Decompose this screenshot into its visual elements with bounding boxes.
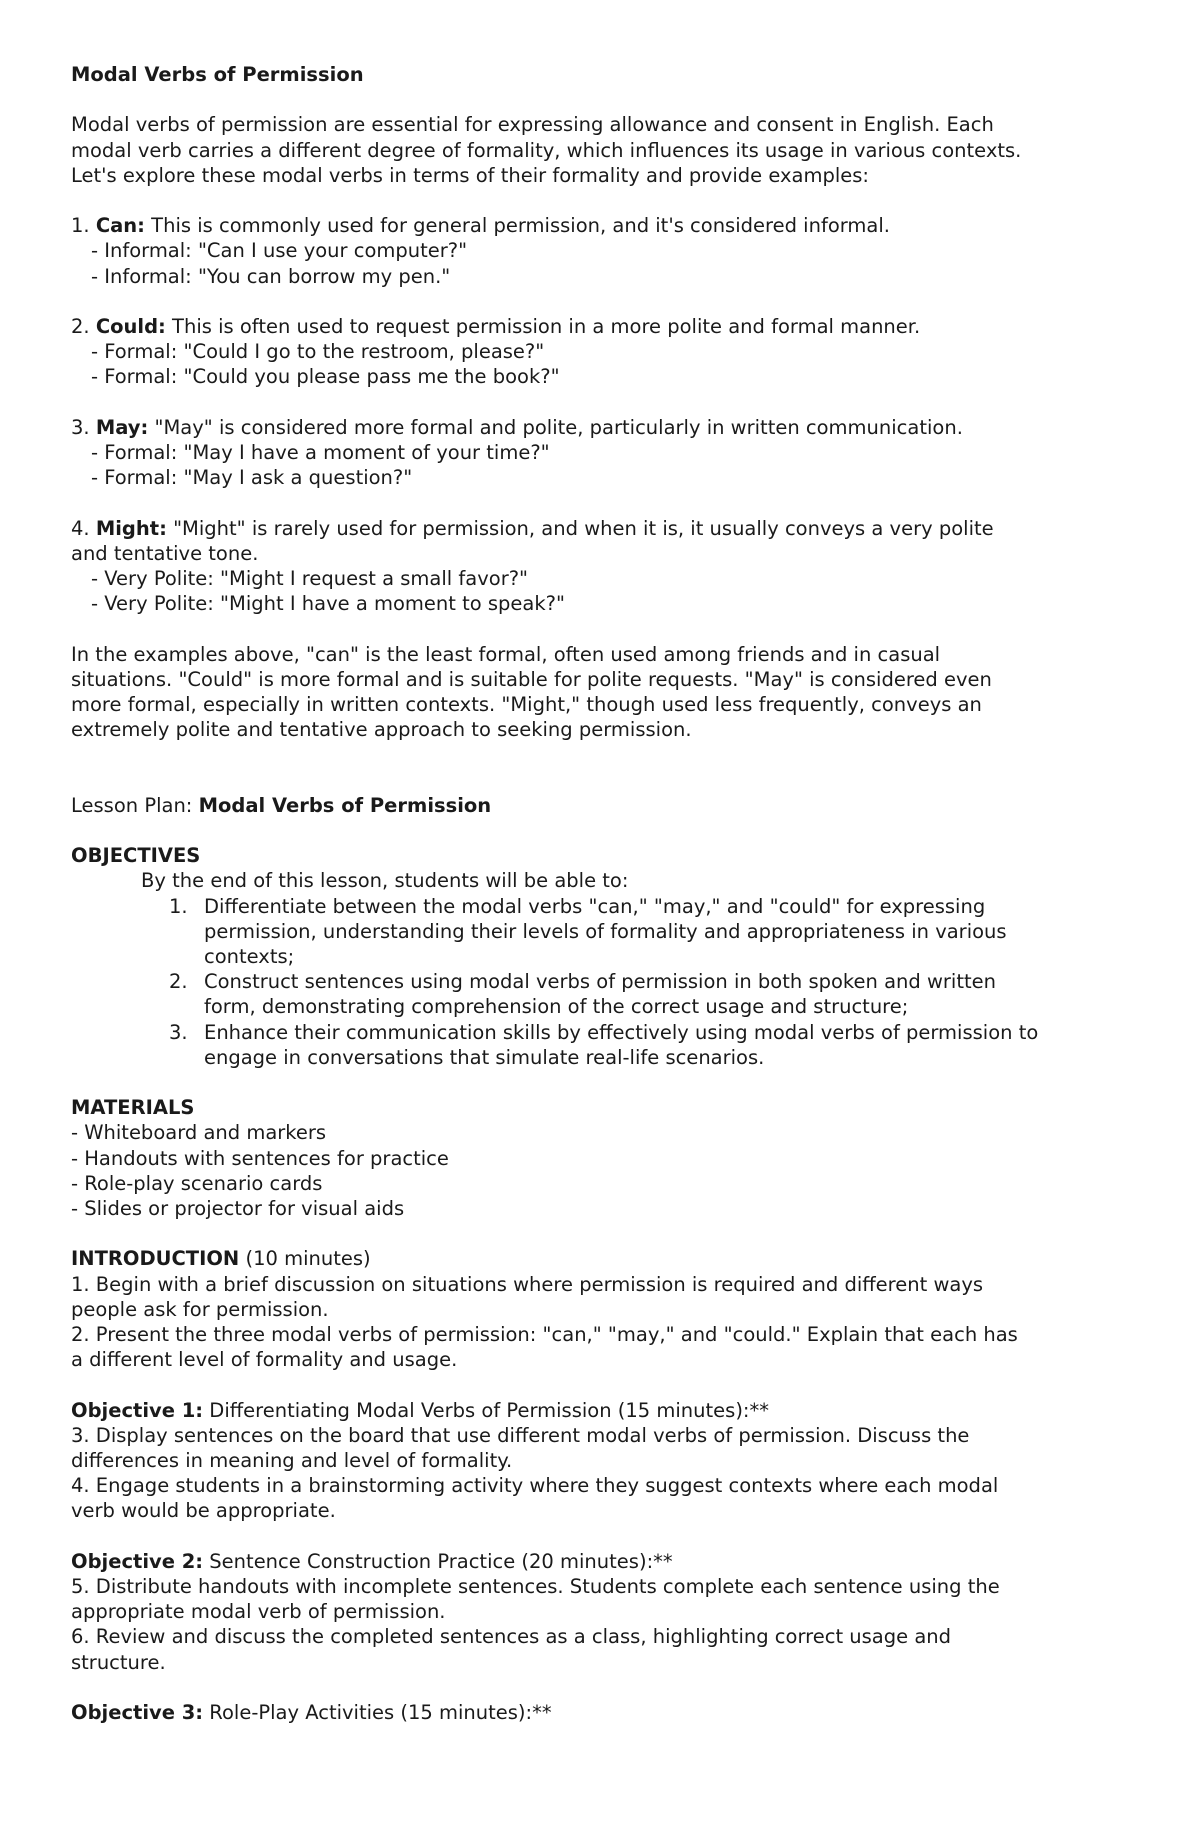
- objective-label: Objective 2:: [71, 1549, 204, 1573]
- verb-number: 3.: [71, 415, 90, 439]
- verb-could: [71, 314, 1141, 390]
- materials-section: [71, 1095, 1141, 1221]
- objective-step-line: 3. Display sentences on the board that use different modal verbs of permission. Discuss the: [71, 1423, 970, 1447]
- objective-title: Differentiating Modal Verbs of Permission (15 minutes):**: [203, 1398, 769, 1422]
- verb-example: - Very Polite: "Might I request a small favor?": [91, 566, 529, 590]
- objective-step-line: 5. Distribute handouts with incomplete sentences. Students complete each sentence using the: [71, 1575, 1000, 1598]
- verb-description-continued: and tentative tone.: [71, 541, 259, 565]
- objective-item: [71, 969, 1141, 1019]
- objective-line: Enhance their communication skills by effectively using modal verbs of permission to: [204, 1020, 1039, 1044]
- objective-step-line: appropriate modal verb of permission.: [71, 1600, 446, 1624]
- objective-line: form, demonstrating comprehension of the correct usage and structure;: [204, 995, 909, 1019]
- lesson-plan-title: Modal Verbs of Permission: [198, 793, 492, 817]
- objective-number: 3.: [169, 1020, 188, 1044]
- objective-3-section: [71, 1700, 1141, 1725]
- objective-step-line: verb would be appropriate.: [71, 1499, 336, 1523]
- verb-example: - Very Polite: "Might I have a moment to speak?": [91, 592, 565, 616]
- introduction-line: 2. Present the three modal verbs of permission: "can," "may," and "could." Explain that each has: [71, 1323, 1018, 1346]
- objective-title: Role-Play Activities (15 minutes):**: [203, 1701, 552, 1724]
- objective-number: 2.: [169, 970, 188, 994]
- verb-number: 4.: [71, 516, 90, 540]
- document-title: Modal Verbs of Permission: [71, 63, 364, 86]
- intro-line: modal verb carries a different degree of formality, which influences its usage in various contexts.: [71, 138, 1022, 162]
- objective-step-line: differences in meaning and level of formality.: [71, 1449, 513, 1472]
- verb-number: 1.: [71, 214, 90, 238]
- materials-item: - Slides or projector for visual aids: [71, 1197, 405, 1220]
- objective-step-line: structure.: [71, 1650, 166, 1674]
- objective-number: 1.: [169, 894, 188, 918]
- intro-paragraph: [71, 112, 1141, 188]
- verb-example: - Informal: "Can I use your computer?": [91, 239, 468, 263]
- introduction-heading: INTRODUCTION: [71, 1247, 240, 1271]
- objective-step-line: 6. Review and discuss the completed sentences as a class, highlighting correct usage and: [71, 1625, 952, 1649]
- summary-line: In the examples above, "can" is the least formal, often used among friends and in casual: [71, 642, 941, 666]
- verb-can: [71, 213, 1141, 289]
- introduction-duration: (10 minutes): [239, 1247, 371, 1271]
- verb-might: [71, 516, 1141, 617]
- objectives-section: [71, 843, 1141, 1070]
- summary-line: extremely polite and tentative approach to seeking permission.: [71, 718, 692, 742]
- objective-2-section: [71, 1549, 1141, 1675]
- objective-step-line: 4. Engage students in a brainstorming activity where they suggest contexts where each modal: [71, 1474, 999, 1498]
- verb-description: "May" is considered more formal and polite, particularly in written communication.: [154, 415, 963, 439]
- objective-item: [71, 1020, 1141, 1070]
- objectives-heading: OBJECTIVES: [71, 844, 201, 868]
- introduction-line: 1. Begin with a brief discussion on situations where permission is required and different ways: [71, 1272, 984, 1296]
- verb-example: - Formal: "Could I go to the restroom, please?": [91, 340, 545, 364]
- verb-example: - Formal: "Could you please pass me the book?": [91, 365, 560, 389]
- lesson-plan-heading: [71, 793, 1141, 818]
- intro-line: Modal verbs of permission are essential for expressing allowance and consent in English. Each: [71, 113, 994, 137]
- verb-name: May:: [95, 415, 149, 439]
- introduction-section: [71, 1246, 1141, 1372]
- objective-line: Construct sentences using modal verbs of permission in both spoken and written: [204, 970, 996, 994]
- verb-name: Could:: [95, 314, 166, 338]
- verb-example: - Formal: "May I have a moment of your time?": [91, 440, 550, 464]
- objectives-list: [71, 894, 1141, 1070]
- summary-line: situations. "Could" is more formal and is suitable for polite requests. "May" is considered even: [71, 667, 992, 691]
- verb-may: [71, 415, 1141, 491]
- verb-number: 2.: [71, 314, 90, 338]
- objective-label: Objective 3:: [71, 1701, 204, 1724]
- introduction-line: people ask for permission.: [71, 1297, 329, 1321]
- materials-heading: MATERIALS: [71, 1096, 195, 1120]
- introduction-line: a different level of formality and usage.: [71, 1348, 458, 1372]
- objective-line: contexts;: [204, 944, 295, 968]
- verb-name: Can:: [95, 214, 145, 238]
- objective-title: Sentence Construction Practice (20 minutes):**: [203, 1549, 673, 1573]
- objective-1-section: [71, 1398, 1141, 1524]
- lesson-plan-prefix: Lesson Plan:: [71, 793, 199, 817]
- materials-item: - Whiteboard and markers: [71, 1121, 327, 1145]
- verb-description: This is commonly used for general permission, and it's considered informal.: [151, 214, 890, 238]
- materials-item: - Handouts with sentences for practice: [71, 1146, 449, 1170]
- objective-line: permission, understanding their levels of formality and appropriateness in various: [204, 919, 1007, 943]
- document-page: [71, 62, 1141, 1725]
- intro-line: Let's explore these modal verbs in terms of their formality and provide examples:: [71, 163, 869, 187]
- materials-item: - Role-play scenario cards: [71, 1171, 323, 1195]
- summary-paragraph: [71, 642, 1141, 743]
- objectives-intro: By the end of this lesson, students will be able to:: [141, 869, 629, 893]
- objective-label: Objective 1:: [71, 1398, 204, 1422]
- objective-line: Differentiate between the modal verbs "can," "may," and "could" for expressing: [204, 894, 986, 918]
- verb-example: - Formal: "May I ask a question?": [91, 466, 413, 490]
- verb-example: - Informal: "You can borrow my pen.": [91, 264, 451, 288]
- objective-item: [71, 894, 1141, 970]
- objective-line: engage in conversations that simulate real-life scenarios.: [204, 1045, 765, 1069]
- verb-description: "Might" is rarely used for permission, and when it is, it usually conveys a very polite: [173, 516, 994, 540]
- verb-name: Might:: [95, 516, 167, 540]
- verb-description: This is often used to request permission in a more polite and formal manner.: [172, 314, 921, 338]
- summary-line: more formal, especially in written contexts. "Might," though used less frequently, conveys an: [71, 692, 982, 716]
